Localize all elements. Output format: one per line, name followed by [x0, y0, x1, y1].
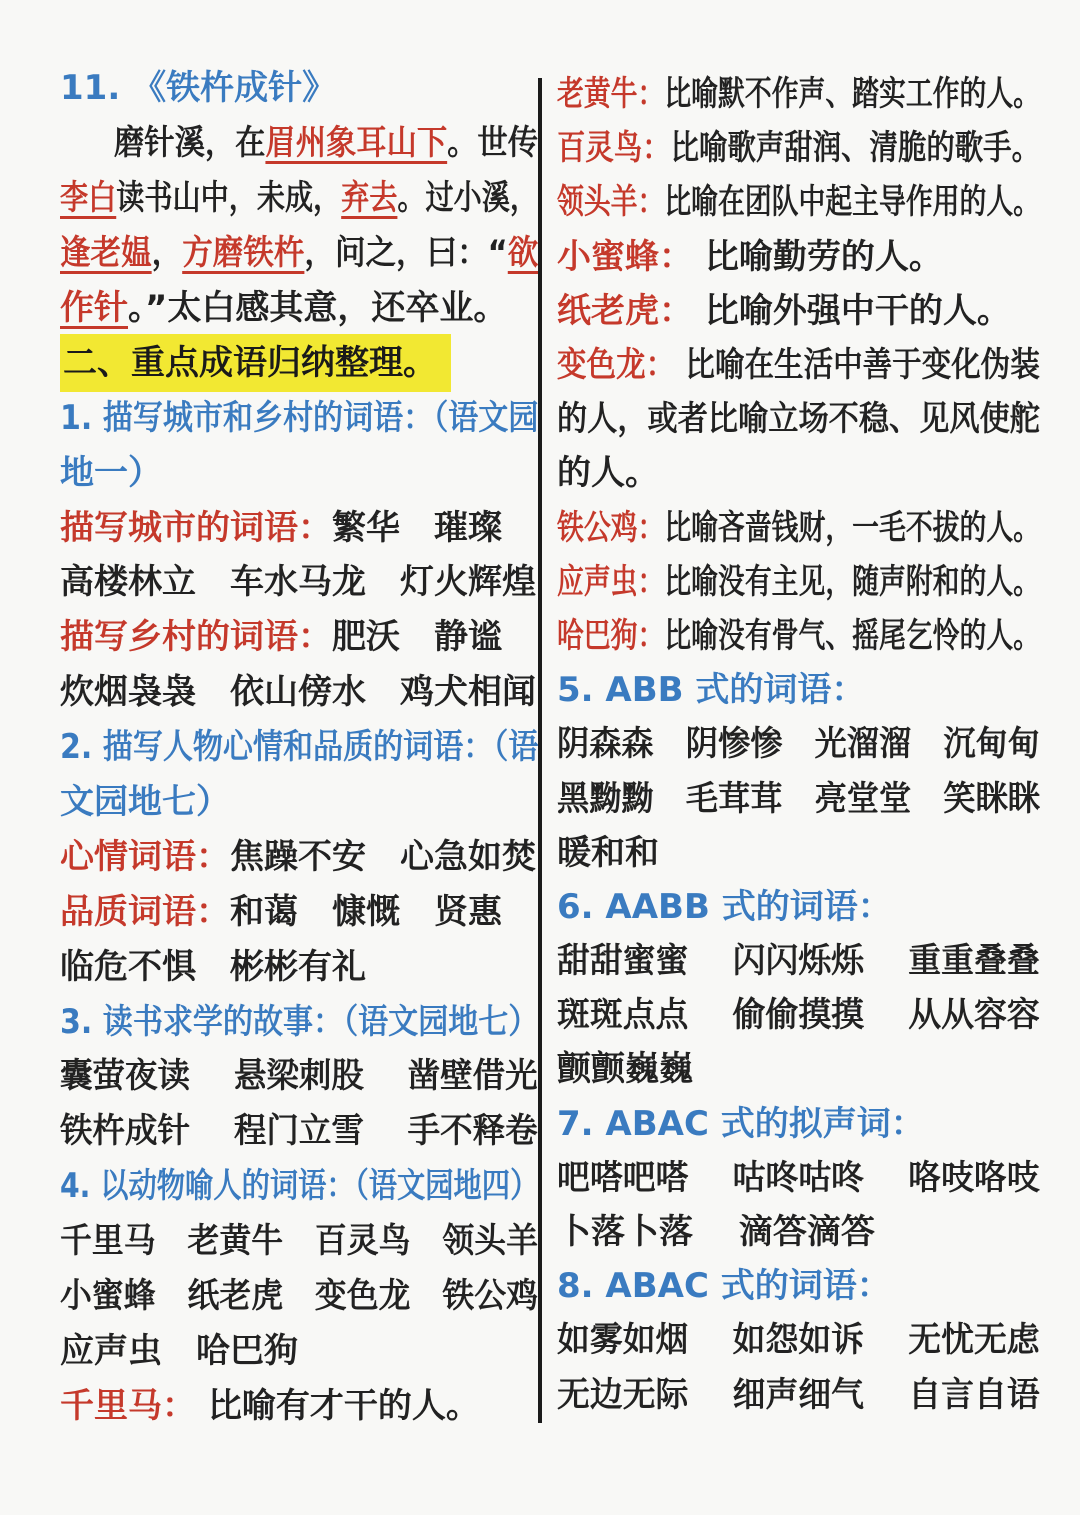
text-line-content [557, 1266, 891, 1307]
text-line [557, 934, 1040, 988]
text-line-content [557, 399, 1040, 440]
text-line [557, 1313, 1040, 1367]
text-line-content [114, 123, 538, 164]
body-text: 和蔼 慷慨 贤惠 [230, 891, 502, 932]
text-line [557, 609, 1040, 663]
section-heading: 1. 描写城市和乡村的词语：（语文园 [60, 397, 539, 438]
text-line-content [557, 1212, 875, 1253]
text-line [557, 717, 1040, 771]
text-line-content [557, 1157, 1040, 1198]
text-line [60, 665, 538, 720]
body-text: 比喻没有主见，随声附和的人。 [664, 561, 1040, 602]
text-line-content [60, 1166, 539, 1207]
text-line [60, 1378, 538, 1433]
text-line [60, 555, 538, 610]
text-line [557, 826, 1040, 880]
body-text: 比喻没有骨气、摇尾乞怜的人。 [664, 615, 1040, 656]
text-line [60, 171, 538, 226]
text-line [60, 610, 538, 665]
text-line-content [557, 670, 866, 711]
body-text: 。世传 [447, 123, 538, 164]
body-text: 比喻在团队中起主导作用的人。 [664, 182, 1040, 223]
term-label: 纸老虎： [557, 290, 693, 331]
body-text: 比喻在生活中善于变化伪装 [675, 345, 1040, 386]
body-text: ，问之，曰：“ [304, 233, 508, 274]
underlined-term: 李白 [60, 178, 117, 219]
text-line-content [557, 886, 892, 927]
body-text: 囊萤夜读 悬梁刺股 凿壁借光 [60, 1056, 538, 1097]
text-line [557, 446, 1040, 500]
text-line [557, 555, 1040, 609]
section-heading: 4. 以动物喻人的词语：（语文园地四） [60, 1166, 539, 1207]
body-text: ， [151, 233, 183, 274]
section-heading: 11. 《铁杵成针》 [60, 68, 337, 109]
body-text: 焦躁不安 心急如焚 [230, 836, 536, 877]
text-line [60, 500, 538, 555]
body-text: 。”太白感其意，还卒业。 [128, 288, 508, 328]
text-line-content [557, 995, 1040, 1036]
text-line [60, 226, 538, 281]
term-label: 铁公鸡： [557, 507, 665, 548]
text-line-content [60, 397, 539, 438]
text-line-content [557, 1320, 1040, 1361]
text-line [557, 284, 1040, 338]
text-line-content [557, 941, 1040, 982]
underlined-term: 欲 [507, 233, 539, 274]
text-line [60, 720, 538, 775]
body-text: 比喻有才干的人。 [196, 1385, 480, 1426]
body-text: 比喻歌声甜润、清脆的歌手。 [670, 128, 1040, 169]
text-line-content [60, 1221, 538, 1262]
text-line [60, 1159, 538, 1214]
text-line-content [60, 1001, 539, 1042]
body-text: 颤颤巍巍 [557, 1049, 693, 1090]
body-text: 吧嗒吧嗒 咕咚咕咚 咯吱咯吱 [557, 1157, 1040, 1198]
text-line-content [557, 182, 1040, 223]
body-text: 暖和和 [557, 832, 659, 873]
text-line [60, 1104, 538, 1159]
text-line [60, 1049, 538, 1104]
text-line [60, 1214, 538, 1269]
text-line [60, 939, 538, 994]
highlighted-heading: 二、重点成语归纳整理。 [60, 334, 451, 392]
column-divider [538, 78, 542, 1423]
text-line [60, 1323, 538, 1378]
body-text: 铁杵成针 程门立雪 手不释卷 [60, 1111, 538, 1152]
text-line-content [60, 452, 162, 493]
underlined-term: 弃去 [341, 178, 398, 219]
text-line [60, 1269, 538, 1324]
underlined-term: 方磨铁杵 [182, 233, 305, 274]
text-line-content [60, 1385, 480, 1426]
term-label: 哈巴狗： [557, 615, 665, 656]
text-line [557, 230, 1040, 284]
text-line-content [557, 236, 943, 277]
section-heading: 7. ABAC 式的拟声词： [557, 1103, 925, 1144]
text-line-content [60, 672, 536, 713]
term-label: 应声虫： [557, 561, 665, 602]
text-line [60, 116, 538, 171]
text-line [557, 121, 1040, 175]
text-line [557, 501, 1040, 555]
text-line-content [60, 1056, 538, 1097]
text-line-content [557, 290, 1011, 331]
term-label: 小蜜蜂： [557, 236, 693, 277]
underlined-term: 眉州象耳山下 [265, 123, 448, 164]
term-label: 品质词语： [60, 891, 230, 932]
term-label: 描写城市的词语： [60, 507, 332, 548]
text-line [60, 335, 538, 390]
section-heading: 文园地七） [60, 782, 230, 823]
text-line-content [60, 68, 337, 109]
term-label: 描写乡村的词语： [60, 617, 332, 658]
body-text: 卜落卜落 滴答滴答 [557, 1212, 875, 1253]
text-line [557, 771, 1040, 825]
text-line [60, 390, 538, 445]
body-text: 炊烟袅袅 依山傍水 鸡犬相闻 [60, 672, 536, 713]
text-line-content [60, 1111, 538, 1152]
term-label: 心情词语： [60, 836, 230, 877]
body-text: 的人，或者比喻立场不稳、见风使舵 [557, 399, 1040, 440]
text-line [60, 445, 538, 500]
text-line-content [557, 507, 1040, 548]
underlined-term: 逢老媪 [60, 233, 152, 274]
section-heading: 6. AABB 式的词语： [557, 886, 892, 927]
text-line [60, 281, 538, 336]
text-line-content [60, 562, 536, 603]
section-heading: 2. 描写人物心情和品质的词语：（语 [60, 727, 539, 768]
text-line-content [557, 1103, 925, 1144]
text-line-content [60, 1276, 538, 1317]
text-line-content [60, 1330, 298, 1371]
text-line-content [60, 836, 536, 877]
text-line [557, 392, 1040, 446]
text-line [557, 1205, 1040, 1259]
body-text: 应声虫 哈巴狗 [60, 1330, 298, 1371]
text-line [60, 61, 538, 116]
body-text: 高楼林立 车水马龙 灯火辉煌 [60, 562, 536, 603]
body-text: 比喻默不作声、踏实工作的人。 [664, 74, 1040, 115]
text-line-content [557, 832, 659, 873]
term-label: 老黄牛： [557, 74, 665, 115]
text-line-content [60, 891, 502, 932]
underlined-term: 作针 [60, 288, 128, 328]
body-text: 如雾如烟 如怨如诉 无忧无虑 [557, 1320, 1040, 1361]
text-line [557, 338, 1040, 392]
body-text: 无边无际 细声细气 自言自语 [557, 1374, 1040, 1415]
text-line [557, 988, 1040, 1042]
body-text: 比喻勤劳的人。 [693, 236, 943, 277]
text-line [557, 880, 1040, 934]
text-line-content [557, 778, 1040, 819]
term-label: 领头羊： [557, 182, 665, 223]
body-text: 临危不惧 彬彬有礼 [60, 946, 366, 987]
body-text: 小蜜蜂 纸老虎 变色龙 铁公鸡 [60, 1276, 538, 1317]
text-line [557, 67, 1040, 121]
right-column [557, 67, 1040, 1422]
text-line-content [557, 128, 1040, 169]
text-line-content [557, 1049, 693, 1090]
text-line-content [557, 724, 1040, 765]
text-line-content [60, 617, 502, 658]
section-heading: 5. ABB 式的词语： [557, 670, 866, 711]
left-column [60, 61, 538, 1433]
body-text: 斑斑点点 偷偷摸摸 从从容容 [557, 995, 1040, 1036]
body-text: 比喻吝啬钱财，一毛不拔的人。 [664, 507, 1040, 548]
text-line-content [60, 507, 502, 548]
body-text: 磨针溪，在 [114, 123, 266, 164]
text-line [557, 663, 1040, 717]
body-text: 的人。 [557, 453, 659, 494]
text-line [60, 775, 538, 830]
body-text: 。过小溪， [397, 178, 538, 219]
text-line-content [557, 561, 1040, 602]
body-text: 千里马 老黄牛 百灵鸟 领头羊 [60, 1221, 538, 1262]
section-heading: 8. ABAC 式的词语： [557, 1266, 891, 1307]
text-line-content [60, 727, 539, 768]
text-line [557, 175, 1040, 229]
term-label: 变色龙： [557, 345, 676, 386]
text-line [557, 1151, 1040, 1205]
text-line-content [557, 74, 1040, 115]
term-label: 百灵鸟： [557, 128, 671, 169]
term-label: 千里马： [60, 1385, 196, 1426]
text-line [60, 829, 538, 884]
body-text: 阴森森 阴惨惨 光溜溜 沉甸甸 [557, 724, 1040, 765]
text-line [60, 994, 538, 1049]
body-text: 黑黝黝 毛茸茸 亮堂堂 笑眯眯 [557, 778, 1040, 819]
text-line-content [557, 453, 659, 494]
text-line-content [557, 615, 1040, 656]
body-text: 读书山中，未成， [116, 178, 342, 219]
section-heading: 3. 读书求学的故事：（语文园地七） [60, 1001, 539, 1042]
text-line-content [60, 288, 508, 328]
text-line-content [557, 345, 1040, 386]
text-line [557, 1097, 1040, 1151]
text-line-content [60, 946, 366, 987]
body-text: 繁华 璀璨 [332, 507, 502, 548]
body-text: 肥沃 静谧 [332, 617, 502, 658]
text-line [557, 1042, 1040, 1096]
text-line-content [60, 178, 538, 219]
section-heading: 地一） [60, 452, 162, 493]
text-line-content [60, 342, 451, 383]
text-line [60, 884, 538, 939]
text-line [557, 1368, 1040, 1422]
body-text: 比喻外强中干的人。 [693, 290, 1011, 331]
text-line-content [60, 233, 539, 274]
text-line-content [60, 782, 230, 823]
text-line-content [557, 1374, 1040, 1415]
text-line [557, 1259, 1040, 1313]
body-text: 甜甜蜜蜜 闪闪烁烁 重重叠叠 [557, 941, 1040, 982]
